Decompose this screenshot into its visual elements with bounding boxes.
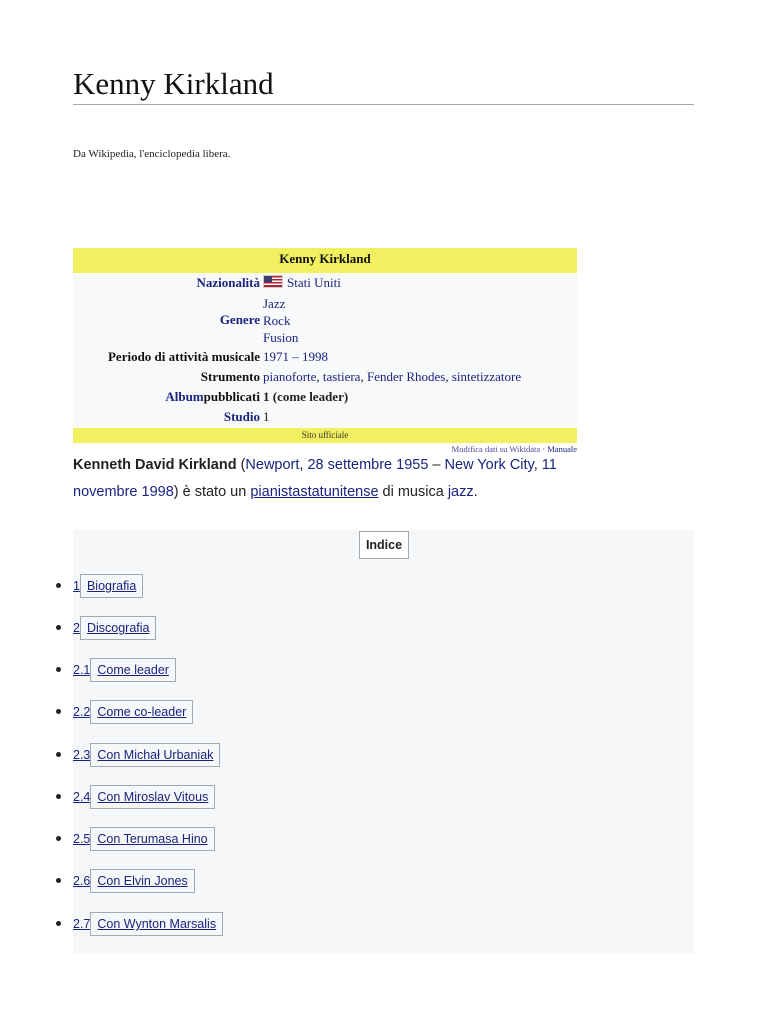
toc-item-discografia[interactable] [73,615,156,641]
genre-link-rock[interactable]: Rock [263,313,291,328]
intro-text: ) è stato un [173,484,251,500]
toc-link[interactable]: Con Wynton Marsalis [90,912,223,936]
toc-number: 2.7 [73,917,91,931]
albums-link[interactable]: Album [165,389,204,404]
toc-number: 2.2 [73,705,91,719]
bullet-icon [56,836,61,841]
toc-number: 2.5 [73,832,91,846]
toc-item-come-co-leader[interactable] [73,699,193,725]
toc-link[interactable]: Come co-leader [90,700,193,724]
bullet-icon [56,667,61,672]
intro-text: di musica [378,484,448,500]
toc-link[interactable]: Come leader [90,658,176,682]
infobox-row-albums [73,389,577,409]
bullet-icon [56,709,61,714]
toc-number: 1 [73,579,80,593]
infobox-header: Kenny Kirkland [73,248,577,273]
bullet-icon [56,583,61,588]
edit-wikidata-link[interactable]: Modifica dati su Wikidata [451,444,541,454]
infobox-row-instrument [73,369,577,389]
infobox-row-studio [73,409,577,429]
bullet-icon [56,625,61,630]
link-new-york[interactable]: New York City [444,457,534,473]
toc-item-marsalis[interactable] [73,911,223,937]
infobox-label-albums [165,389,260,405]
nationality-link[interactable]: Stati Uniti [287,275,341,290]
bullet-icon [56,794,61,799]
toc-title[interactable]: Indice [359,531,409,559]
toc-number: 2.3 [73,748,91,762]
toc-link[interactable]: Discografia [80,616,157,640]
edit-separator: · [540,444,548,454]
intro-paragraph [73,452,613,506]
infobox-row-genre [73,295,577,347]
infobox-row-period [73,349,577,369]
toc-item-hino[interactable] [73,826,215,852]
infobox [73,248,577,440]
infobox-value-instrument: pianoforte, tastiera, Fender Rhodes, sintetizzatore [263,369,522,384]
toc-item-come-leader[interactable] [73,657,176,683]
toc-link[interactable]: Con Miroslav Vitous [90,785,215,809]
link-newport[interactable]: Newport [245,457,300,473]
infobox-label-genre[interactable]: Genere [219,312,260,327]
page-title: Kenny Kirkland [73,66,694,105]
toc-number: 2 [73,621,80,635]
infobox-label-period: Periodo di attività musicale [107,349,260,364]
bullet-icon [56,878,61,883]
toc-number: 2.6 [73,874,91,888]
infobox-value-period[interactable]: 1971 – 1998 [263,349,328,364]
toc-item-elvin-jones[interactable] [73,868,195,894]
toc-link[interactable]: Con Terumasa Hino [90,827,214,851]
intro-text: , [299,457,308,473]
link-birth-date[interactable]: 28 settembre 1955 [307,457,429,473]
toc-link[interactable]: Con Michał Urbaniak [90,743,220,767]
us-flag-icon [263,275,283,288]
instrument-link-synth[interactable]: sintetizzatore [451,369,522,384]
intro-text: – [428,457,445,473]
intro-text: ( [236,457,246,473]
intro-text: , [533,457,542,473]
albums-label-rest: pubblicati [203,389,260,404]
infobox-label-studio[interactable]: Studio [223,409,260,424]
genre-link-jazz[interactable]: Jazz [263,296,286,311]
infobox-label-instrument: Strumento [200,369,260,384]
instrument-link-rhodes[interactable]: Fender Rhodes [366,369,446,384]
infobox-official-site[interactable]: Sito ufficiale [73,428,577,443]
page-tagline: Da Wikipedia, l'enciclopedia libera. [73,148,231,160]
subject-name: Kenneth David Kirkland [73,457,237,473]
toc-number: 2.4 [73,790,91,804]
instrument-link-piano[interactable]: pianoforte [263,369,317,384]
toc-link[interactable]: Con Elvin Jones [90,869,194,893]
infobox-value-genre [263,295,298,346]
link-jazz[interactable]: jazz [447,484,474,500]
genre-link-fusion[interactable]: Fusion [263,330,299,345]
toc-item-biografia[interactable] [73,573,143,599]
intro-text: . [473,484,478,500]
link-death-date[interactable]: 11 novembre 1998 [73,457,557,500]
infobox-value-studio: 1 [263,409,270,424]
toc-number: 2.1 [73,663,91,677]
toc-item-vitous[interactable] [73,784,215,810]
infobox-value-nationality [263,275,341,291]
infobox-label-nationality[interactable]: Nazionalità [196,275,260,290]
infobox-value-albums: 1 (come leader) [263,389,349,404]
toc-link[interactable]: Biografia [80,574,143,598]
toc-item-urbaniak[interactable] [73,742,220,768]
bullet-icon [56,752,61,757]
bullet-icon [56,921,61,926]
instrument-link-keyboard[interactable]: tastiera [322,369,361,384]
infobox-row-nationality [73,275,577,295]
manual-link[interactable]: Manuale [547,444,577,454]
table-of-contents [73,530,694,954]
link-pianist[interactable]: pianistastatunitense [250,484,379,500]
